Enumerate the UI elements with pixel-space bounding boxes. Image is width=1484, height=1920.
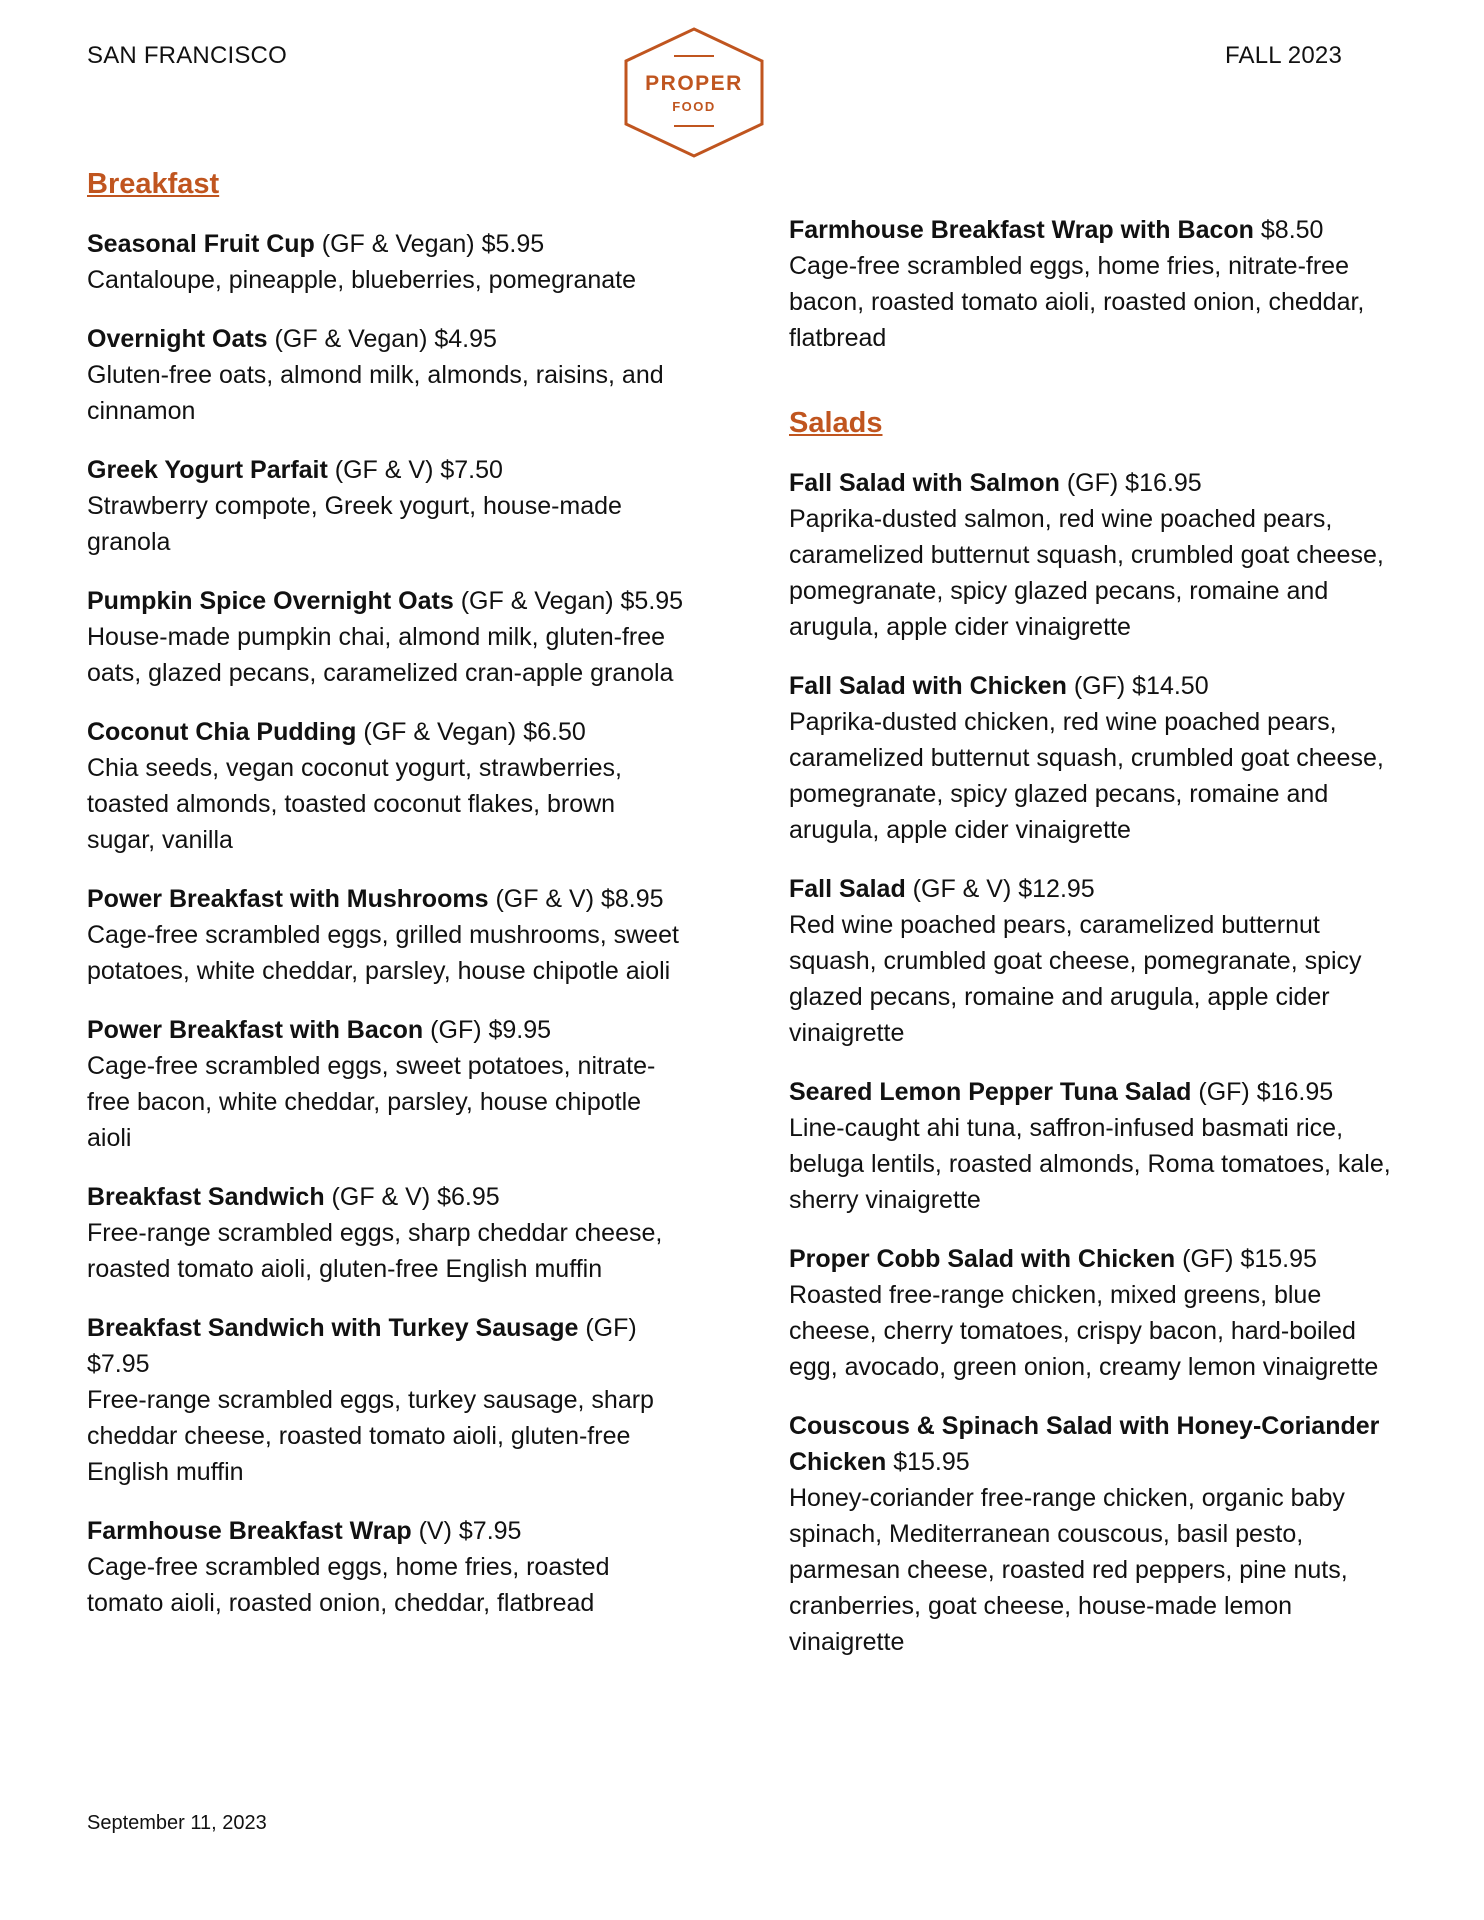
menu-item-name: Couscous & Spinach Salad with Honey-Coriander Chicken [789,1412,1380,1476]
menu-item-price: $7.95 [458,1517,522,1545]
menu-item-price: $15.95 [1240,1245,1317,1273]
logo-text-proper: PROPER [645,72,743,95]
menu-item-name: Breakfast Sandwich [87,1183,325,1211]
menu-item-tags: (GF & Vegan) [321,230,475,258]
menu-item-name: Pumpkin Spice Overnight Oats [87,587,454,615]
menu-item [87,452,687,560]
menu-item-tags: (GF & Vegan) [274,325,428,353]
menu-item [789,1241,1409,1385]
menu-item-name: Greek Yogurt Parfait [87,456,328,484]
menu-item-price: $16.95 [1125,469,1202,497]
menu-item-tags: (GF) [1182,1245,1234,1273]
menu-item-price: $5.95 [620,587,684,615]
menu-item-title [87,1310,687,1382]
menu-item-tags: (GF & V) [331,1183,431,1211]
menu-item-description: Cage-free scrambled eggs, sweet potatoes, nitrate-free bacon, white cheddar, parsley, house chipotle aioli [87,1052,656,1152]
menu-item-name: Fall Salad with Salmon [789,469,1060,497]
menu-item-tags: (GF & V) [334,456,434,484]
menu-item [789,465,1409,645]
menu-item-tags: (GF) [585,1314,637,1342]
menu-item-name: Farmhouse Breakfast Wrap [87,1517,412,1545]
salads-heading: Salads [789,407,883,439]
menu-item-tags: (GF & Vegan) [363,718,517,746]
menu-item [87,881,687,989]
menu-item-price: $15.95 [893,1448,970,1476]
menu-item-tags: (V) [418,1517,452,1545]
menu-item-name: Coconut Chia Pudding [87,718,357,746]
menu-item-description: Strawberry compote, Greek yogurt, house-made granola [87,492,622,556]
menu-item-title [789,1074,1409,1110]
menu-item-price: $12.95 [1018,875,1095,903]
menu-item-description: Paprika-dusted salmon, red wine poached pears, caramelized butternut squash, crumbled goat cheese, pomegranate, spicy glazed pecans, romaine and arugula, apple cider vinaigrette [789,505,1384,641]
menu-item-description: Cage-free scrambled eggs, grilled mushrooms, sweet potatoes, white cheddar, parsley, house chipotle aioli [87,921,679,985]
menu-item-description: House-made pumpkin chai, almond milk, gluten-free oats, glazed pecans, caramelized cran-apple granola [87,623,674,687]
menu-item-description: Cage-free scrambled eggs, home fries, roasted tomato aioli, roasted onion, cheddar, flatbread [87,1553,610,1617]
menu-item-tags: (GF) [1073,672,1126,700]
menu-item-title [87,226,687,262]
menu-item-description: Free-range scrambled eggs, sharp cheddar cheese, roasted tomato aioli, gluten-free English muffin [87,1219,663,1283]
menu-item-price: $9.95 [488,1016,552,1044]
menu-item-description: Line-caught ahi tuna, saffron-infused basmati rice, beluga lentils, roasted almonds, Roma tomatoes, kale, sherry vinaigrette [789,1114,1391,1214]
menu-item-title [789,1408,1409,1480]
menu-item [789,668,1409,848]
menu-item [789,212,1409,356]
menu-item-tags: (GF & V) [912,875,1012,903]
menu-item-description: Cantaloupe, pineapple, blueberries, pomegranate [87,266,636,294]
header-city: SAN FRANCISCO [87,42,287,69]
menu-item-price: $5.95 [481,230,545,258]
menu-item-name: Fall Salad with Chicken [789,672,1067,700]
menu-item-description: Red wine poached pears, caramelized butternut squash, crumbled goat cheese, pomegranate, spicy glazed pecans, romaine and arugula, apple cider vinaigrette [789,911,1362,1047]
menu-item-tags: (GF & V) [495,885,595,913]
menu-item-title [87,583,687,619]
right-column [789,212,1409,1683]
menu-item-tags: (GF) [1066,469,1119,497]
menu-item [87,1179,687,1287]
menu-item-price: $4.95 [434,325,497,353]
menu-item-name: Power Breakfast with Mushrooms [87,885,489,913]
footer-date: September 11, 2023 [87,1812,267,1834]
menu-item-price: $14.50 [1132,672,1209,700]
menu-item-title [87,1513,687,1549]
section-spacer [789,379,1409,405]
menu-item-title [87,1179,687,1215]
proper-food-logo [622,27,766,158]
menu-item-tags: (GF) [430,1016,482,1044]
menu-item-title [789,668,1409,704]
menu-item-description: Honey-coriander free-range chicken, organic baby spinach, Mediterranean couscous, basil pesto, parmesan cheese, roasted red peppers, pine nuts, cranberries, goat cheese, house-made lemon vinaigrette [789,1484,1348,1656]
menu-item-price: $6.95 [437,1183,500,1211]
menu-item-title [789,212,1409,248]
menu-item-description: Free-range scrambled eggs, turkey sausage, sharp cheddar cheese, roasted tomato aioli, gluten-free English muffin [87,1386,654,1486]
menu-item [87,1310,687,1490]
menu-item [87,321,687,429]
menu-item [87,583,687,691]
menu-item-name: Overnight Oats [87,325,268,353]
menu-item [789,1074,1409,1218]
breakfast-heading: Breakfast [87,168,220,200]
menu-item-price: $7.50 [440,456,503,484]
menu-item-price: $16.95 [1256,1078,1334,1106]
menu-item-name: Proper Cobb Salad with Chicken [789,1245,1176,1273]
menu-item-price: $8.95 [601,885,664,913]
menu-item-description: Chia seeds, vegan coconut yogurt, strawberries, toasted almonds, toasted coconut flakes, brown sugar, vanilla [87,754,622,854]
menu-item-title [789,871,1409,907]
menu-item-title [87,1012,687,1048]
salads-list [789,465,1409,1660]
menu-item [87,1012,687,1156]
menu-item-description: Cage-free scrambled eggs, home fries, nitrate-free bacon, roasted tomato aioli, roasted onion, cheddar, flatbread [789,252,1365,352]
menu-item-title [789,1241,1409,1277]
left-column [87,166,687,1644]
menu-item-price: $7.95 [87,1350,150,1378]
logo-text-food: FOOD [672,99,716,114]
menu-item [87,1513,687,1621]
menu-item-price: $8.50 [1260,216,1324,244]
menu-item-description: Gluten-free oats, almond milk, almonds, raisins, and cinnamon [87,361,664,425]
menu-item-price: $6.50 [523,718,586,746]
menu-item-name: Farmhouse Breakfast Wrap with Bacon [789,216,1254,244]
menu-item [789,871,1409,1051]
menu-item-name: Power Breakfast with Bacon [87,1016,424,1044]
menu-item-description: Paprika-dusted chicken, red wine poached pears, caramelized butternut squash, crumbled goat cheese, pomegranate, spicy glazed pecans, romaine and arugula, apple cider vinaigrette [789,708,1384,844]
menu-item-description: Roasted free-range chicken, mixed greens, blue cheese, cherry tomatoes, crispy bacon, hard-boiled egg, avocado, green onion, creamy lemon vinaigrette [789,1281,1379,1381]
menu-item-name: Seared Lemon Pepper Tuna Salad [789,1078,1192,1106]
menu-item-title [87,881,687,917]
menu-item [789,1408,1409,1660]
menu-item-title [789,465,1409,501]
breakfast-list [87,226,687,1621]
menu-item-title [87,452,687,488]
header-season: FALL 2023 [1224,42,1342,69]
menu-item-tags: (GF & Vegan) [460,587,614,615]
menu-item [87,714,687,858]
menu-item-name: Breakfast Sandwich with Turkey Sausage [87,1314,579,1342]
menu-item-title [87,714,687,750]
menu-item [87,226,687,298]
menu-item-name: Seasonal Fruit Cup [87,230,315,258]
menu-item-name: Fall Salad [789,875,906,903]
menu-item-title [87,321,687,357]
menu-item-tags: (GF) [1198,1078,1250,1106]
